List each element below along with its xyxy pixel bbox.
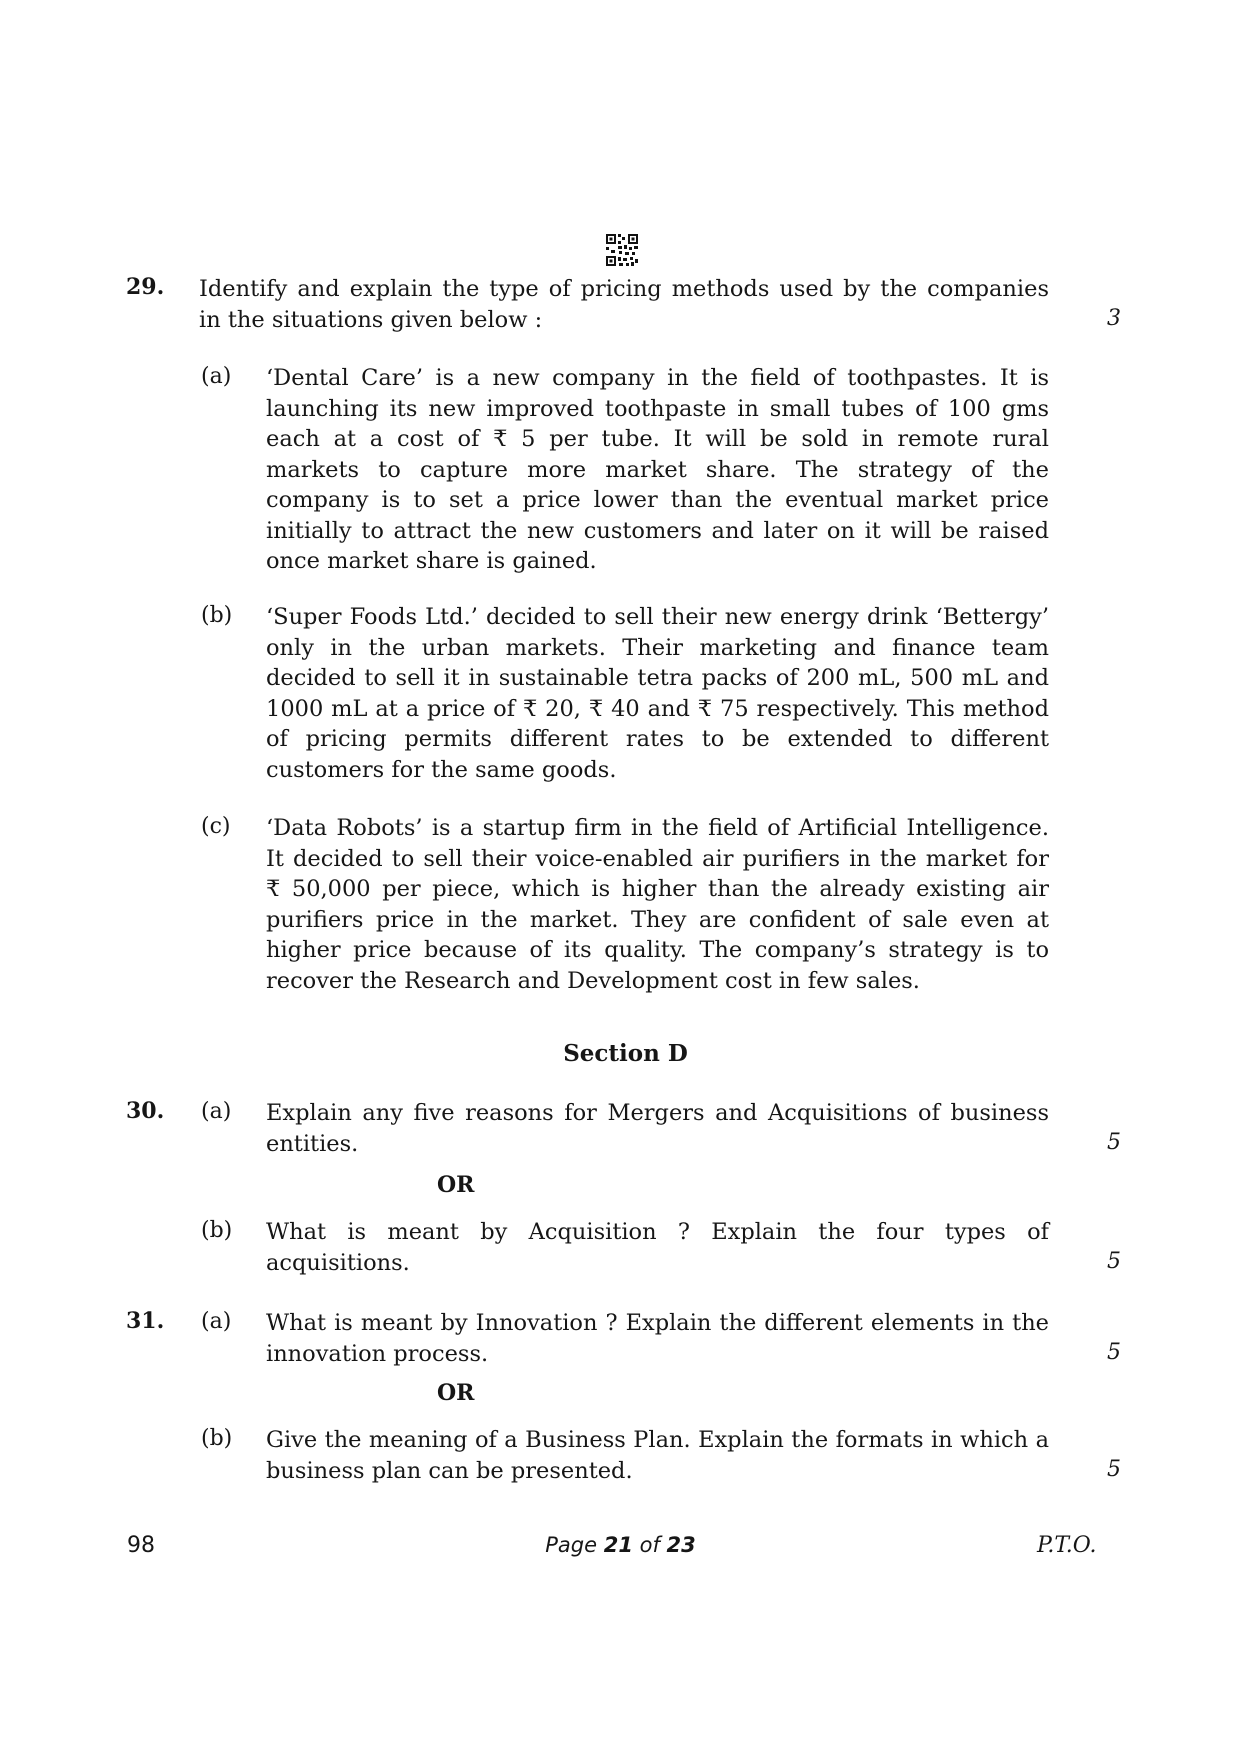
question-30-or: OR — [437, 1172, 475, 1198]
question-29-part-c-label: (c) — [201, 814, 231, 839]
question-31-part-a-text: What is meant by Innovation ? Explain the different elements in the innovation process. — [266, 1310, 1049, 1367]
paper-code: 98 — [127, 1533, 155, 1558]
question-30-part-b-text: What is meant by Acquisition ? Explain the four types of acquisitions. — [266, 1219, 1049, 1276]
question-29-part-c-text: ‘Data Robots’ is a startup firm in the field of Artificial Intelligence. It decided to sell their voice-enabled air purifiers in the market for ₹ 50,000 per piece, which is higher than the already existing air purifiers price in the market. They are confident of sale even at higher price because of its quality. The company’s strategy is to recover the Research and Development cost in few sales. — [266, 815, 1049, 994]
question-29-stem-line-2: in the situations given below : — [199, 306, 543, 333]
section-heading: Section D — [563, 1040, 688, 1067]
pto-label: P.T.O. — [1037, 1533, 1097, 1558]
question-30-part-a-marks: 5 — [1107, 1130, 1121, 1155]
question-31-number: 31. — [126, 1308, 165, 1334]
page-of: of — [632, 1533, 667, 1557]
question-29-part-a-text: ‘Dental Care’ is a new company in the field of toothpastes. It is launching its new improved toothpaste in small tubes of 100 gms each at a cost of ₹ 5 per tube. It will be sold in remote rural markets to capture more market share. The strategy of the company is to set a price lower than the eventual market price initially to attract the new customers and later on it will be raised once market share is gained. — [266, 365, 1049, 574]
question-29-number: 29. — [126, 274, 165, 300]
question-31-part-b-marks: 5 — [1107, 1457, 1121, 1482]
question-31-or: OR — [437, 1380, 475, 1406]
question-31-part-b-label: (b) — [201, 1426, 233, 1451]
question-31-part-a-marks: 5 — [1107, 1340, 1121, 1365]
question-29-part-b-label: (b) — [201, 603, 233, 628]
question-30-part-b-label: (b) — [201, 1218, 233, 1243]
question-29-stem-line-1: Identify and explain the type of pricing methods used by the companies — [199, 276, 1049, 302]
question-30-part-a-text: Explain any five reasons for Mergers and Acquisitions of business entities. — [266, 1100, 1049, 1157]
qr-code-icon — [605, 233, 639, 271]
question-29-stem — [199, 274, 1049, 335]
question-30-number: 30. — [126, 1098, 165, 1124]
question-29-marks: 3 — [1107, 306, 1121, 331]
question-30-part-a-label: (a) — [201, 1099, 232, 1124]
page-prefix: Page — [545, 1533, 604, 1557]
question-29-part-a-label: (a) — [201, 364, 232, 389]
page-total: 23 — [666, 1533, 696, 1557]
question-31-part-a-label: (a) — [201, 1309, 232, 1334]
question-30-part-b-marks: 5 — [1107, 1249, 1121, 1274]
question-29-part-b-text: ‘Super Foods Ltd.’ decided to sell their new energy drink ‘Bettergy’ only in the urban markets. Their marketing and finance team decided to sell it in sustainable tetra packs of 200 mL, 500 mL and 1000 mL at a price of ₹ 20, ₹ 40 and ₹ 75 respectively. This method of pricing permits different rates to be extended to different customers for the same goods. — [266, 604, 1049, 783]
question-31-part-b-text: Give the meaning of a Business Plan. Explain the formats in which a business plan can be presented. — [266, 1427, 1049, 1484]
page-current: 21 — [603, 1533, 633, 1557]
